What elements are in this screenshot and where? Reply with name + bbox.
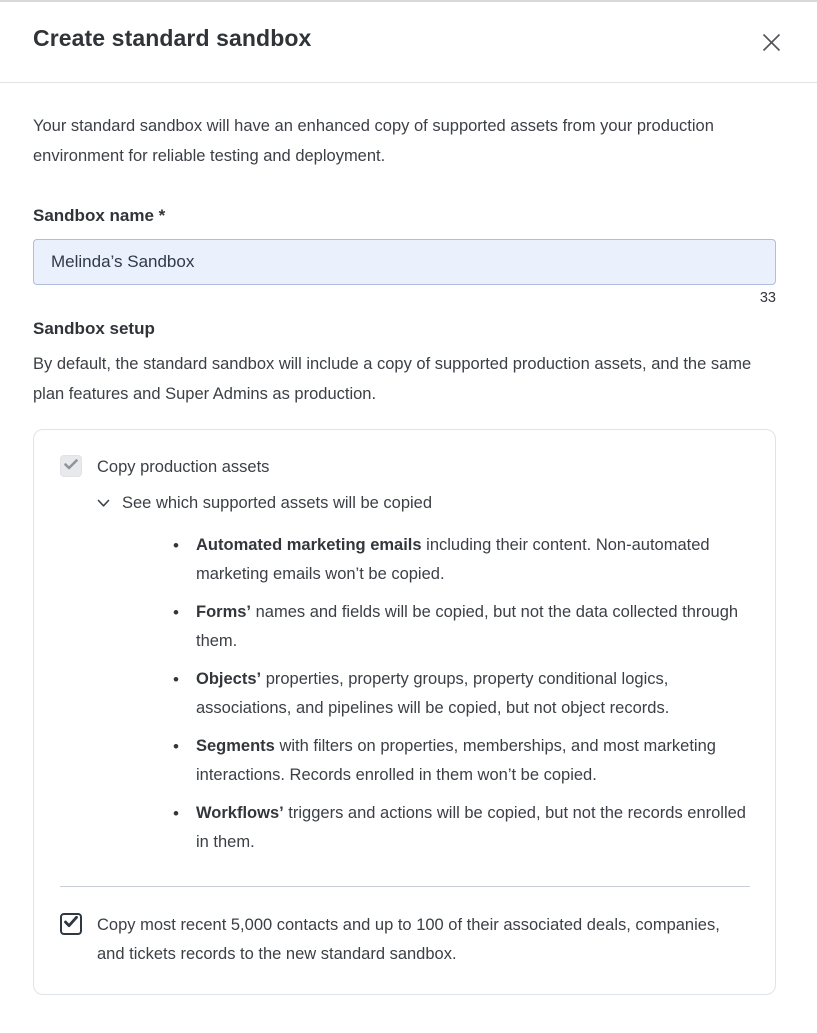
modal-header	[0, 0, 817, 83]
modal-title: Create standard sandbox	[33, 25, 312, 51]
check-icon	[64, 457, 78, 475]
copy-contacts-label: Copy most recent 5,000 contacts and up to 100 of their associated deals, companies, and tickets records to the new standard sandbox.	[97, 916, 720, 963]
character-count: 33	[759, 290, 776, 306]
copy-contacts-row	[60, 913, 750, 969]
copy-contacts-checkbox[interactable]	[60, 913, 82, 935]
supported-assets-list	[170, 531, 750, 857]
asset-item-lead: Automated marketing emails	[196, 536, 422, 554]
sandbox-name-label: Sandbox name *	[33, 206, 166, 225]
sandbox-name-input[interactable]	[33, 239, 776, 285]
copy-production-assets-row	[60, 455, 750, 480]
assets-options-box	[33, 429, 776, 995]
copy-production-assets-checkbox[interactable]	[60, 455, 82, 477]
asset-item-rest: properties, property groups, property conditional logics, associations, and pipelines will be copied, but not object records.	[196, 670, 670, 717]
asset-item-rest: triggers and actions will be copied, but not the records enrolled in them.	[196, 804, 746, 851]
modal-body	[0, 112, 817, 995]
see-supported-assets-toggle[interactable]	[97, 494, 750, 513]
check-icon	[64, 915, 78, 933]
see-supported-assets-label: See which supported assets will be copied	[122, 494, 433, 512]
sandbox-setup-description: By default, the standard sandbox will include a copy of supported production assets, and the same plan features and Super Admins as production.	[33, 355, 752, 403]
close-button[interactable]	[756, 27, 787, 58]
asset-list-item	[170, 799, 750, 857]
asset-item-lead: Segments	[196, 737, 275, 755]
asset-item-rest: including their content. Non-automated marketing emails won’t be copied.	[196, 536, 710, 583]
intro-text: Your standard sandbox will have an enhanced copy of supported assets from your production environment for reliable testing and deployment.	[33, 117, 714, 165]
chevron-down-icon	[97, 495, 110, 513]
close-icon	[760, 31, 783, 54]
background-page-edge	[0, 0, 817, 2]
asset-item-lead: Objects’	[196, 670, 262, 688]
asset-list-item	[170, 531, 750, 589]
asset-list-item	[170, 598, 750, 656]
asset-list-item	[170, 665, 750, 723]
asset-item-rest: with filters on properties, memberships, and most marketing interactions. Records enrolled in them won’t be copied.	[196, 737, 716, 784]
sandbox-setup-heading: Sandbox setup	[33, 319, 155, 338]
divider	[60, 886, 750, 887]
asset-list-item	[170, 732, 750, 790]
asset-item-lead: Forms’	[196, 603, 252, 621]
asset-item-rest: names and fields will be copied, but not the data collected through them.	[196, 603, 739, 650]
asset-item-lead: Workflows’	[196, 804, 284, 822]
copy-production-assets-label: Copy production assets	[97, 458, 270, 476]
